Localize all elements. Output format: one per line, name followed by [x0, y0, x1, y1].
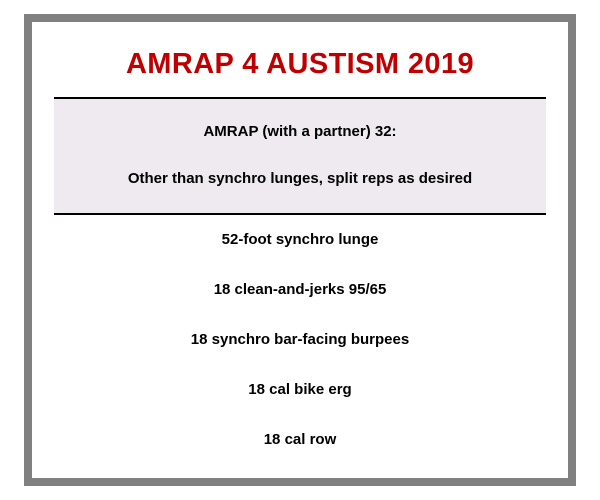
movement-list — [54, 215, 546, 448]
card-inner — [32, 22, 568, 478]
list-item: 18 cal row — [263, 431, 337, 448]
workout-note-line: Other than synchro lunges, split reps as desired — [127, 170, 473, 187]
workout-card — [24, 14, 576, 486]
list-item: 52-foot synchro lunge — [221, 231, 379, 248]
list-item: 18 clean-and-jerks 95/65 — [213, 281, 387, 298]
list-item: 18 cal bike erg — [248, 381, 352, 398]
page-title: AMRAP 4 AUSTISM 2019 — [125, 48, 475, 80]
highlight-block — [54, 97, 546, 215]
workout-format-line: AMRAP (with a partner) 32: — [203, 123, 397, 140]
list-item: 18 synchro bar-facing burpees — [190, 331, 410, 348]
